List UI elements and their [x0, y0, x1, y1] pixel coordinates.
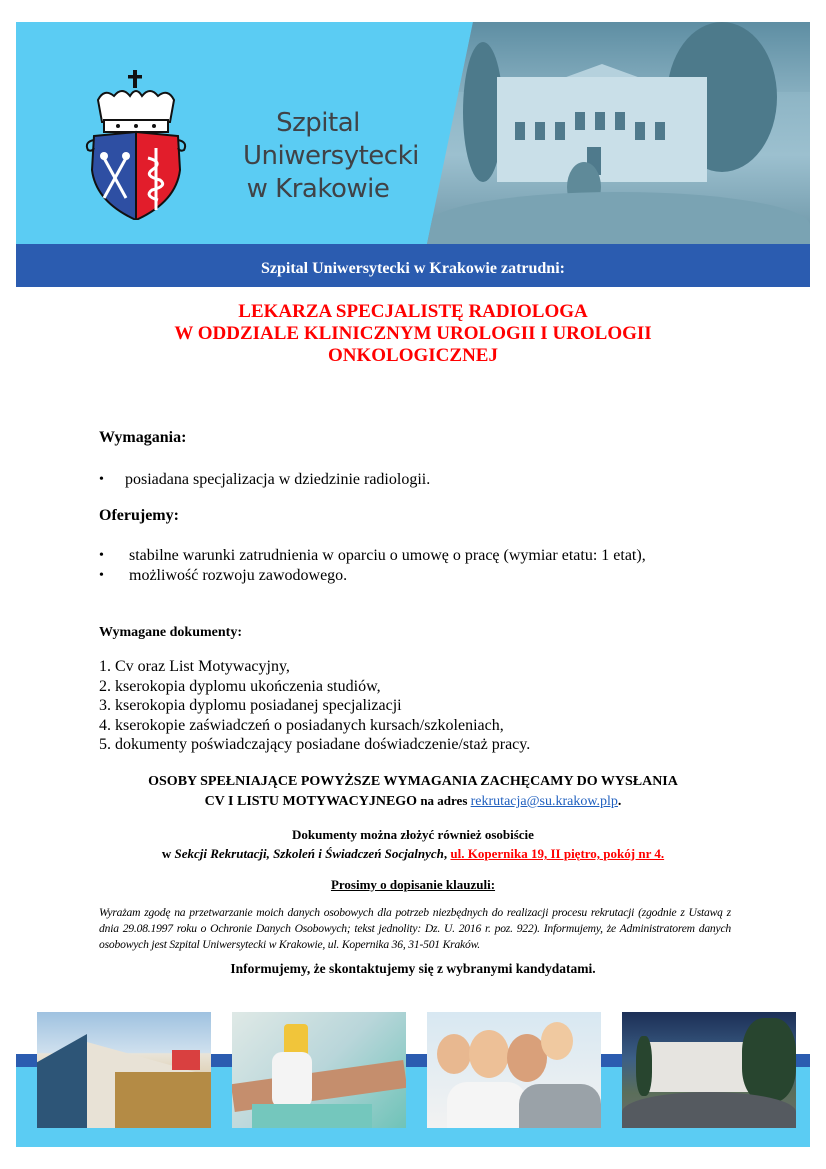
cta-text: .	[617, 794, 622, 809]
banner-top	[16, 22, 810, 244]
photo-historic-hospital-building	[622, 1012, 796, 1128]
cta-text: na adres	[417, 793, 471, 808]
requirements-heading: Wymagania:	[99, 429, 187, 446]
hospital-crest-icon	[82, 70, 190, 220]
documents-item: 5. dokumenty poświadczający posiadane doświadczenie/staż pracy.	[99, 736, 531, 753]
logo-line: w Krakowie	[246, 174, 390, 204]
documents-item: 3. kserokopia dyplomu posiadanej specjalizacji	[99, 697, 402, 714]
in-person-submission	[0, 825, 826, 863]
cta-text: CV I LISTU MOTYWACYJNEGO	[204, 794, 418, 809]
job-title-line: W ODDZIALE KLINICZNYM UROLOGII I UROLOGII	[174, 323, 652, 344]
documents-item: 2. kserokopia dyplomu ukończenia studiów,	[99, 677, 381, 695]
offer-heading: Oferujemy:	[99, 507, 179, 524]
closing-note: Informujemy, że skontaktujemy się z wybranymi kandydatami.	[230, 961, 596, 976]
offer-item-text: stabilne warunki zatrudnienia w oparciu o umowę o pracę (wymiar etatu: 1 etat),	[129, 547, 646, 564]
job-title-line: LEKARZA SPECJALISTĘ RADIOLOGA	[238, 301, 588, 322]
bullet-icon: •	[99, 548, 104, 563]
hiring-announcement: Szpital Uniwersytecki w Krakowie zatrudni:	[261, 259, 565, 277]
banner-band	[16, 244, 810, 287]
in-person-line: Dokumenty można złożyć również osobiście	[292, 827, 534, 842]
logo-wordmark	[243, 107, 419, 206]
offer-item	[99, 546, 646, 566]
logo-line: Uniwersytecki	[243, 141, 419, 171]
job-title-line: ONKOLOGICZNEJ	[328, 345, 498, 366]
header-banner	[16, 22, 810, 287]
documents-item: 4. kserokopie zaświadczeń o posiadanych kursach/szkoleniach,	[99, 716, 504, 734]
call-to-action	[0, 772, 826, 811]
documents-item: 1. Cv oraz List Motywacyjny,	[99, 658, 290, 675]
in-person-text: w	[161, 846, 175, 861]
photo-happy-family	[427, 1012, 601, 1128]
cta-line: OSOBY SPEŁNIAJĄCE POWYŻSZE WYMAGANIA ZACHĘCAMY DO WYSŁANIA	[148, 774, 678, 789]
requirements-item	[99, 470, 430, 490]
requirements-item-text: posiadana specjalizacja w dziedzinie radiologii.	[125, 471, 431, 488]
logo-line: Szpital	[276, 108, 360, 138]
documents-heading: Wymagane dokumenty:	[99, 625, 242, 640]
hospital-building-photo	[427, 22, 810, 244]
bullet-icon: •	[99, 472, 104, 487]
department-name: Sekcji Rekrutacji, Szkoleń i Świadczeń Socjalnych	[174, 846, 444, 861]
in-person-line	[0, 844, 826, 863]
job-title	[0, 301, 826, 367]
offer-item-text: możliwość rozwoju zawodowego.	[129, 567, 348, 584]
office-address: ul. Kopernika 19, II piętro, pokój nr 4.	[450, 846, 665, 861]
in-person-text: ,	[443, 846, 451, 861]
photo-blood-draw	[232, 1012, 406, 1128]
clause-heading: Prosimy o dopisanie klauzuli:	[330, 877, 496, 892]
photo-modern-hospital-building	[37, 1012, 211, 1128]
email-link[interactable]: rekrutacja@su.krakow.plp	[470, 794, 618, 809]
offer-item	[99, 566, 646, 586]
offer-list	[99, 546, 646, 586]
bullet-icon: •	[99, 568, 104, 583]
gdpr-clause: Wyrażam zgodę na przetwarzanie moich danych osobowych dla potrzeb niezbędnych do realizacji procesu rekrutacji (zgodnie z Ustawą z dnia 29.08.1997 roku o Ochronie Danych Osobowych; tekst jednolity: Dz. U. 2016 r. poz. 922). Informujemy, że Administratorem danych osobowych jest Szpital Uniwersytecki w Krakowie, ul. Kopernika 36, 31-501 Kraków.	[99, 906, 731, 951]
documents-list	[99, 657, 530, 755]
cta-line	[0, 791, 826, 811]
